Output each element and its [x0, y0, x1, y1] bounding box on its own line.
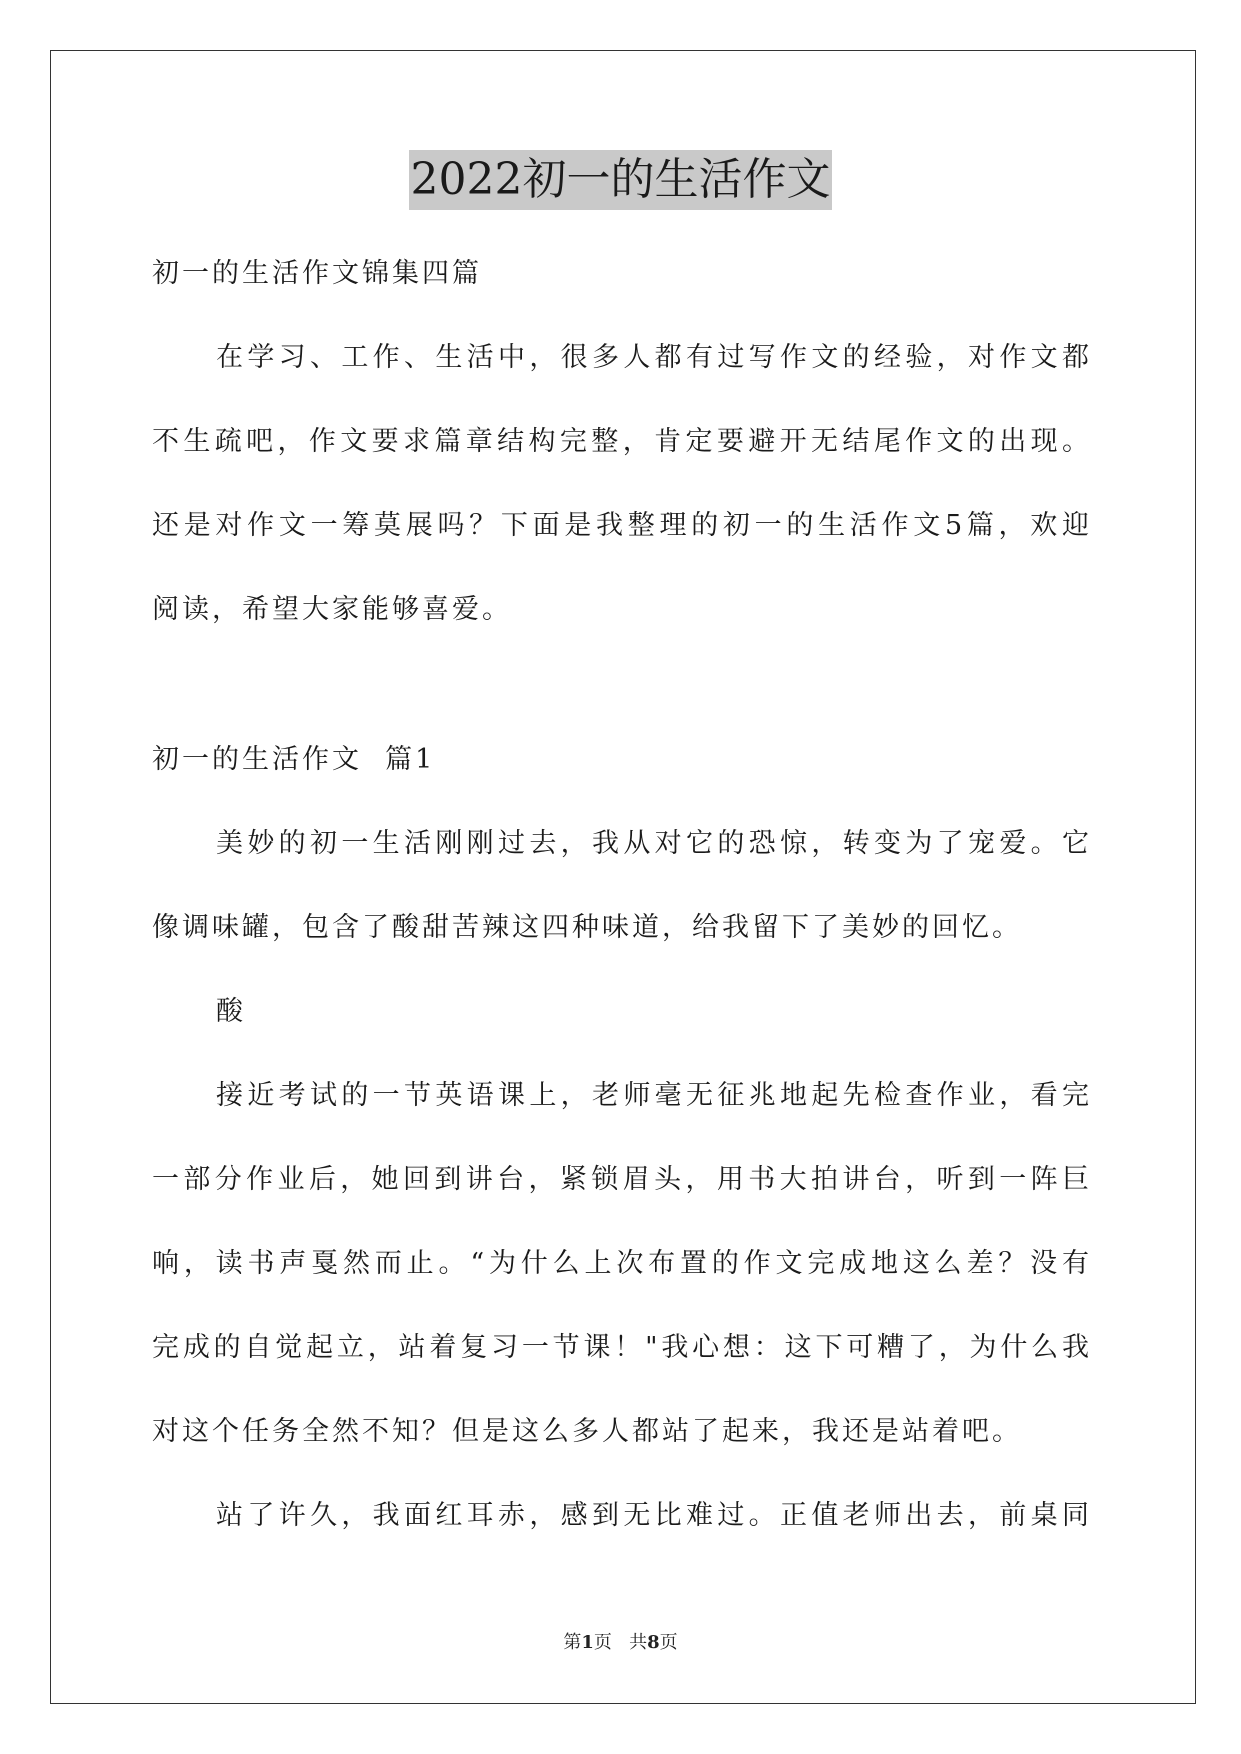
document-subtitle: 初一的生活作文锦集四篇 [152, 258, 482, 289]
page-mid: 页 共 [593, 1632, 648, 1653]
paragraph-line: 接近考试的一节英语课上，老师毫无征兆地起先检查作业，看完 [216, 1080, 1092, 1111]
paragraph-line: 对这个任务全然不知？但是这么多人都站了起来，我还是站着吧。 [152, 1416, 1022, 1447]
section-heading: 初一的生活作文 篇1 [152, 744, 436, 775]
intro-line: 还是对作文一筹莫展吗？下面是我整理的初一的生活作文5篇，欢迎 [152, 510, 1092, 541]
document-body [152, 232, 1092, 1558]
intro-line: 不生疏吧，作文要求篇章结构完整，肯定要避开无结尾作文的出现。 [152, 426, 1092, 457]
paragraph-line: 一部分作业后，她回到讲台，紧锁眉头，用书大拍讲台，听到一阵巨 [152, 1164, 1092, 1195]
page-current: 1 [581, 1632, 594, 1653]
page-footer [0, 1628, 1241, 1654]
paragraph-line: 美妙的初一生活刚刚过去，我从对它的恐惊，转变为了宠爱。它 [216, 828, 1092, 859]
paragraph-line: 像调味罐，包含了酸甜苦辣这四种味道，给我留下了美妙的回忆。 [152, 912, 1022, 943]
sub-heading: 酸 [216, 996, 246, 1027]
intro-line: 在学习、工作、生活中，很多人都有过写作文的经验，对作文都 [216, 342, 1092, 373]
intro-line: 阅读，希望大家能够喜爱。 [152, 594, 512, 625]
page-suffix: 页 [659, 1632, 678, 1653]
paragraph-line: 站了许久，我面红耳赤，感到无比难过。正值老师出去，前桌同 [216, 1500, 1092, 1531]
paragraph-line: 完成的自觉起立，站着复习一节课！"我心想：这下可糟了，为什么我 [152, 1332, 1092, 1363]
document-title: 2022初一的生活作文 [409, 150, 833, 210]
paragraph-line: 响，读书声戛然而止。“为什么上次布置的作文完成地这么差？没有 [152, 1248, 1092, 1279]
page-total: 8 [647, 1632, 660, 1653]
page-prefix: 第 [563, 1632, 582, 1653]
